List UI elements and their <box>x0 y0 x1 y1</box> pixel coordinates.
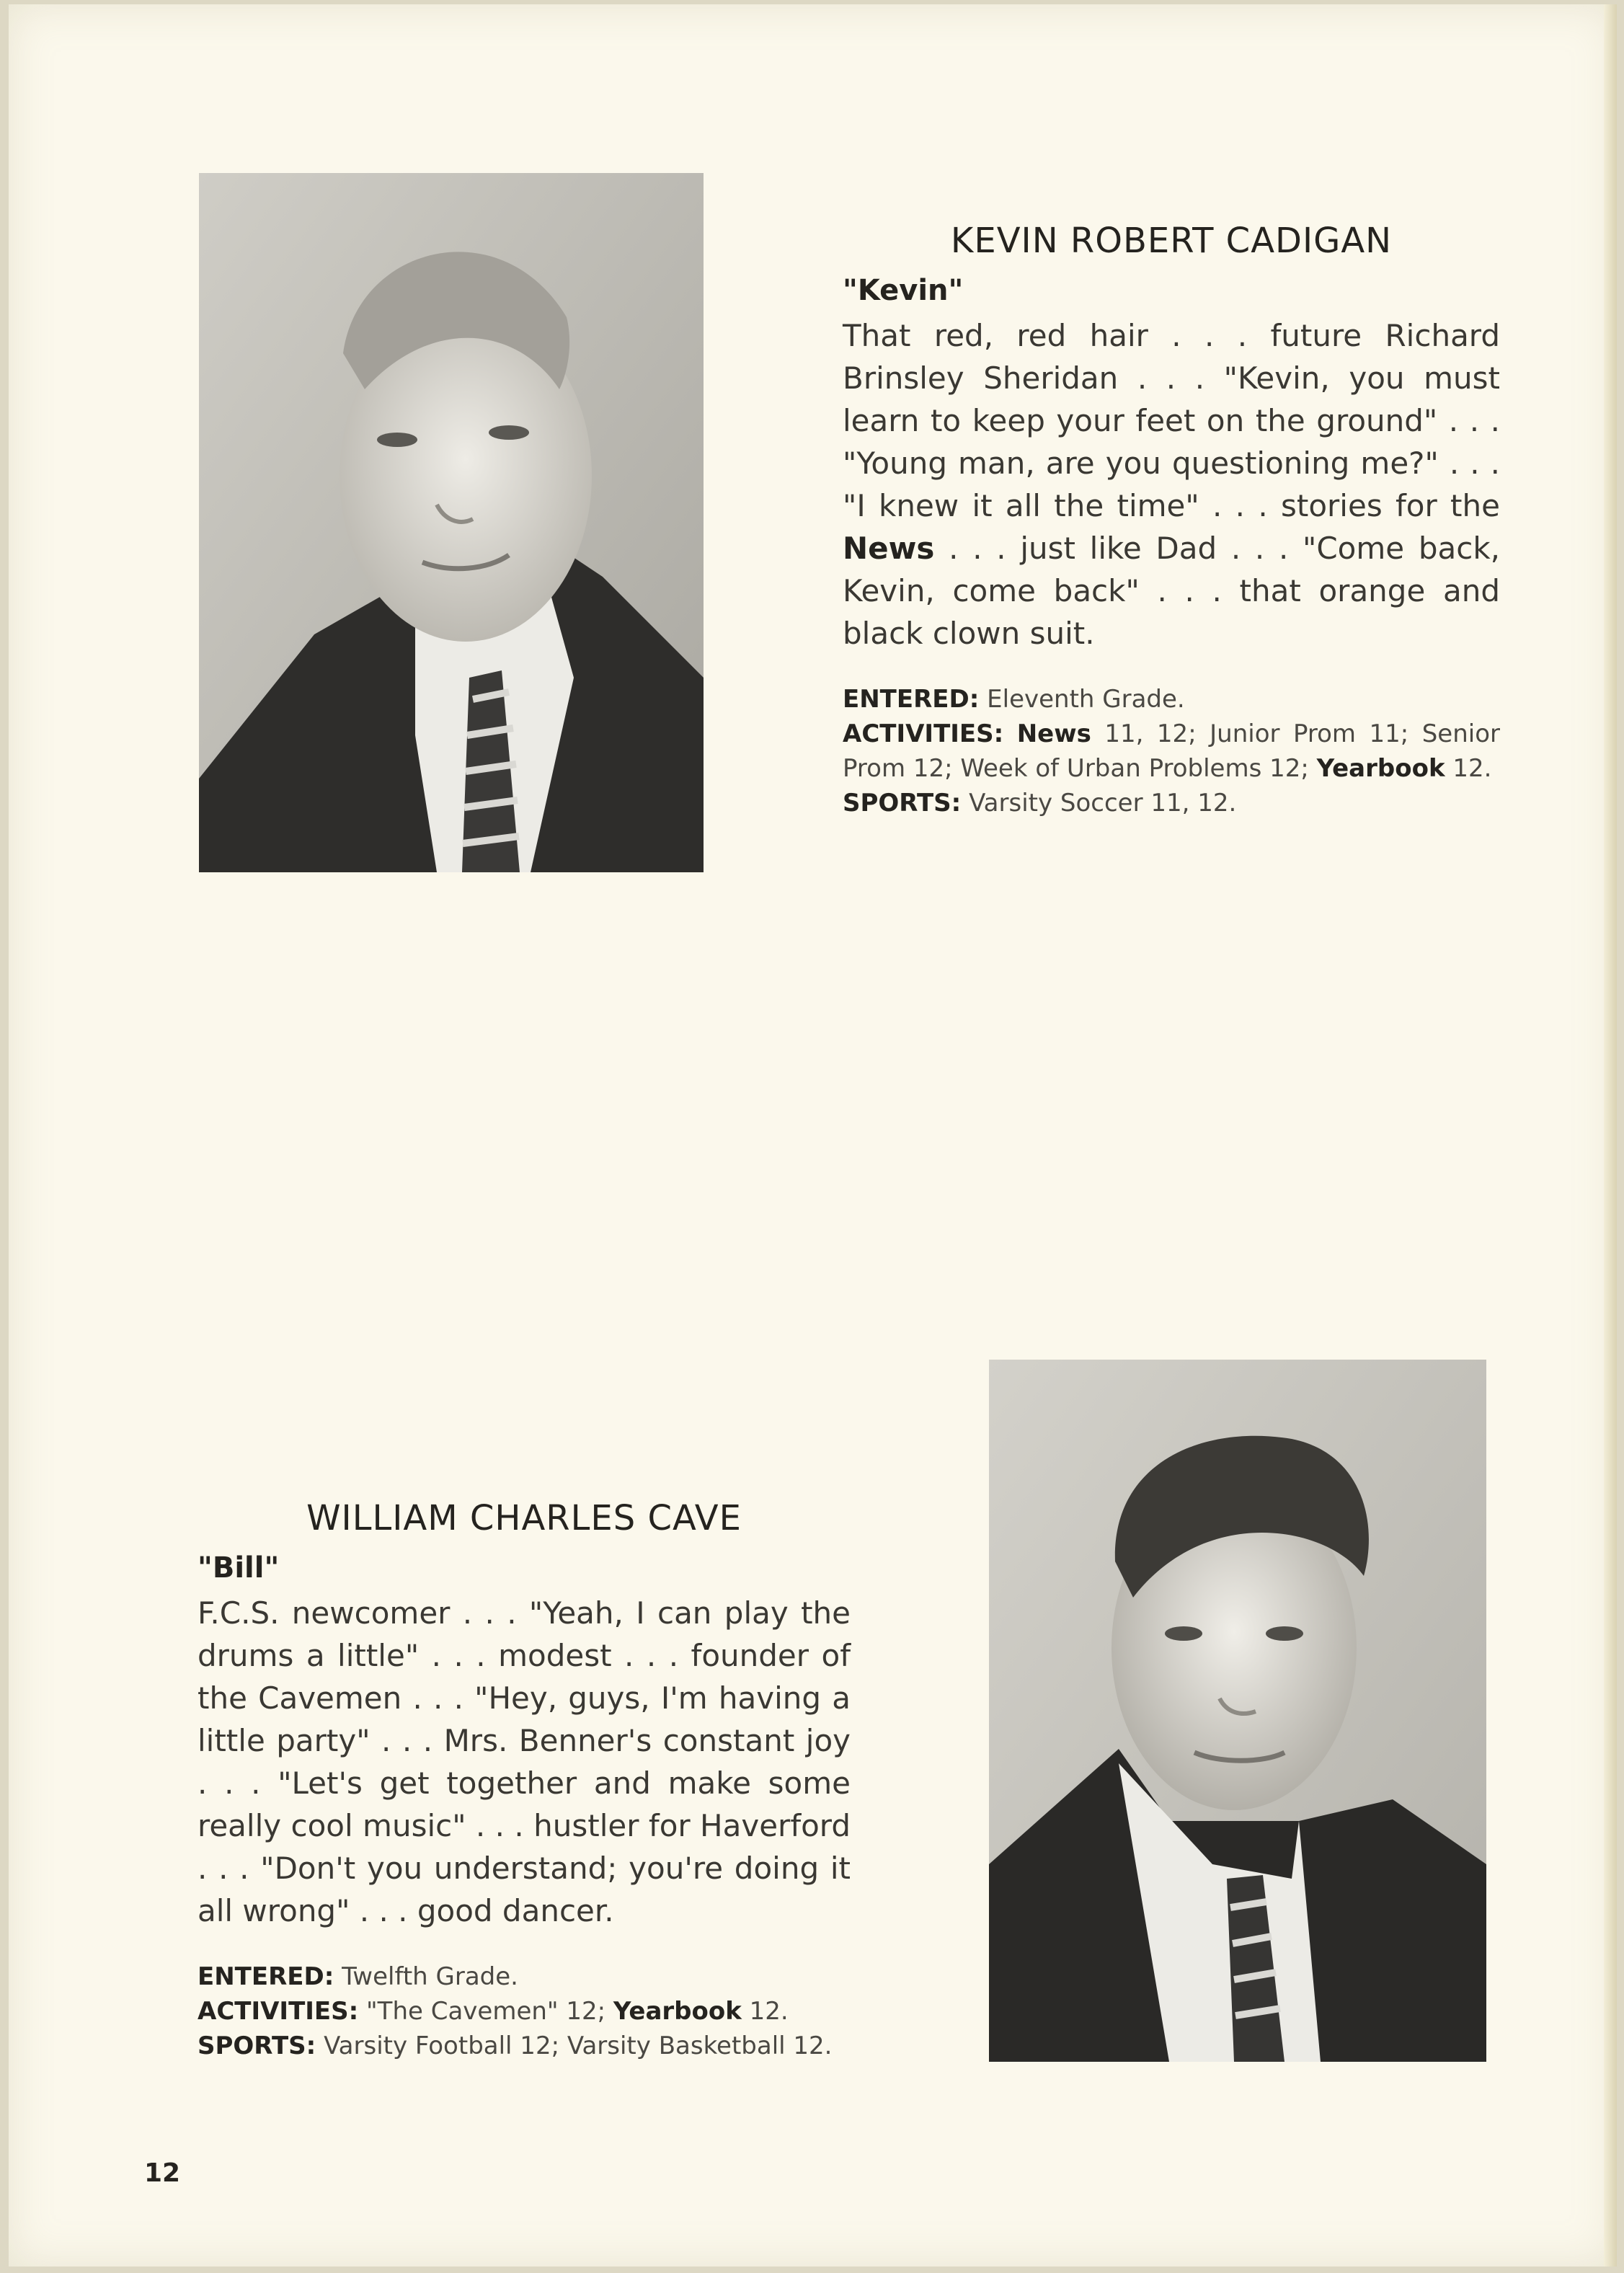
entered-value: Twelfth Grade. <box>342 1962 518 1991</box>
sports-label: SPORTS: <box>198 2031 316 2060</box>
bio-text-bold: News <box>843 531 935 566</box>
student-facts <box>843 682 1500 820</box>
activities-label: ACTIVITIES: <box>843 719 1004 748</box>
student-facts <box>198 1959 851 2063</box>
sports-line <box>198 2029 851 2063</box>
portrait-photo-william-cave <box>989 1360 1486 2062</box>
activity-bold: Yearbook <box>613 1997 742 2026</box>
page-number: 12 <box>144 2158 181 2188</box>
student-name: KEVIN ROBERT CADIGAN <box>950 221 1393 261</box>
bio-text: F.C.S. newcomer . . . "Yeah, I can play the drums a little" . . . modest . . . founder of the Cavemen . . . "Hey, guys, I'm having a little party" . . . Mrs. Benner's constant joy . . . "Let's get together and make some really cool music" . . . hustler for Haverford . . . "Don't you understand; you're doing it all wrong" . . . good dancer. <box>198 1595 851 1928</box>
activity-bold: News <box>1016 719 1091 748</box>
yearbook-page <box>9 4 1617 2267</box>
entered-value: Eleventh Grade. <box>987 685 1185 714</box>
student-bio <box>198 1592 851 1932</box>
activities-label: ACTIVITIES: <box>198 1997 359 2026</box>
activity-text: 11, 12; Junior Prom 11; Senior Prom 12; Week of Urban Problems 12; <box>843 719 1500 783</box>
activity-text: 12. <box>741 1997 789 2026</box>
student-bio <box>843 314 1500 655</box>
entry-kevin-cadigan <box>843 221 1500 820</box>
bio-text: That red, red hair . . . future Richard Brinsley Sheridan . . . "Kevin, you must learn to keep your feet on the ground" . . . "Young man, are you questioning me?" . . . "I knew it all the time" . . . stories for the <box>843 318 1500 523</box>
entered-line <box>843 682 1500 717</box>
activities-line <box>843 717 1500 786</box>
portrait-image <box>989 1360 1486 2062</box>
student-nickname: "Kevin" <box>843 274 964 307</box>
bio-text: . . . just like Dad . . . "Come back, Kevin, come back" . . . that orange and black clown suit. <box>843 531 1500 651</box>
page-edge <box>1604 4 1617 2267</box>
student-name: WILLIAM CHARLES CAVE <box>306 1498 742 1538</box>
entry-william-cave <box>198 1498 851 2063</box>
sports-line <box>843 786 1500 820</box>
activity-text: "The Cavemen" 12; <box>366 1997 613 2026</box>
sports-value: Varsity Football 12; Varsity Basketball 12. <box>324 2031 833 2060</box>
sports-value: Varsity Soccer 11, 12. <box>969 789 1237 818</box>
activity-text: 12. <box>1445 754 1492 783</box>
entered-line <box>198 1959 851 1994</box>
activities-line <box>198 1994 851 2029</box>
portrait-image <box>199 173 704 872</box>
activity-bold: Yearbook <box>1316 754 1445 783</box>
entered-label: ENTERED: <box>198 1962 334 1991</box>
portrait-photo-kevin-cadigan <box>199 173 704 872</box>
sports-label: SPORTS: <box>843 789 962 818</box>
student-nickname: "Bill" <box>198 1551 280 1585</box>
entered-label: ENTERED: <box>843 685 980 714</box>
